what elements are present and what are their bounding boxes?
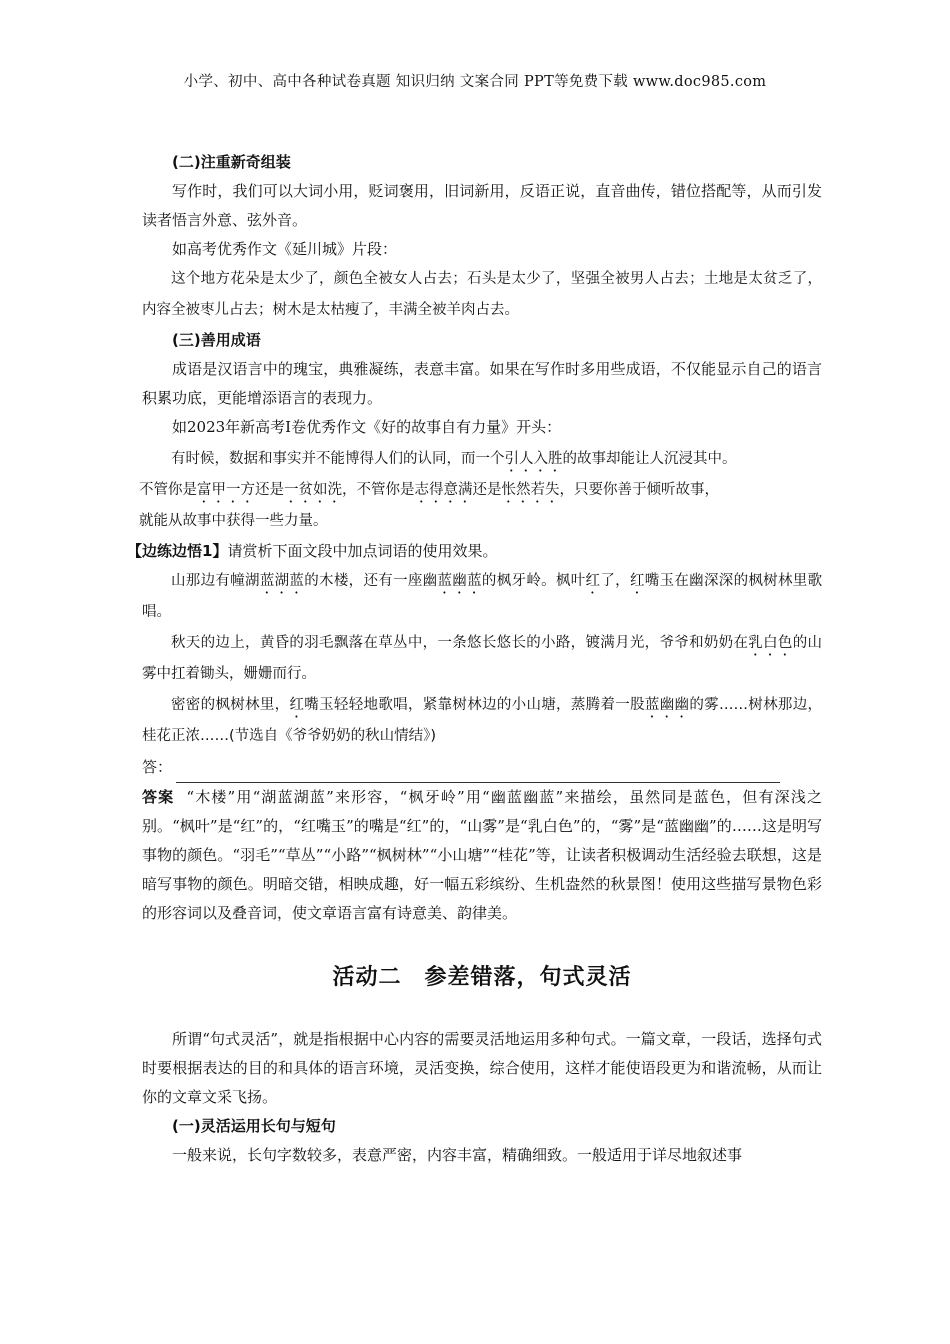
subsection-paragraph: 一般来说，长句字数较多，表意严密，内容丰富，精确细致。一般适用于详尽地叙述事 (172, 1146, 743, 1164)
practice-passage (142, 690, 822, 752)
emphasized-word: 蓝湖蓝 (259, 573, 305, 589)
example-passage (139, 475, 822, 506)
practice-passage (142, 566, 822, 628)
text-span: 了， (600, 573, 630, 589)
answer-prompt: 答： (142, 758, 173, 776)
text-span: ，不管你是 (342, 482, 415, 498)
practice-label: 【边练边悟1】 (127, 542, 228, 560)
text-span: 的枫牙岭。枫叶 (481, 573, 586, 589)
page-header: 小学、初中、高中各种试卷真题 知识归纳 文案合同 PPT等免费下载 www.doc985.com (183, 74, 767, 90)
text-span: ，只要你善于倾听故事， (559, 482, 719, 498)
section-paragraph: 成语是汉语言中的瑰宝，典雅凝练，表意丰富。如果在写作时多用些成语，不仅能显示自己的语言积累功底，更能增添语言的表现力。 (142, 360, 822, 407)
text-span: 有时候，数据和事实并不能博得人们的认同，而一个 (171, 451, 505, 467)
text-span: 不管你是 (139, 482, 197, 498)
text-span: 山那边有幢湖 (171, 573, 260, 589)
example-passage (142, 444, 822, 475)
emphasized-word: 富甲一方 (197, 482, 255, 498)
emphasized-word: 一贫如洗 (284, 482, 342, 498)
text-span: 嘴玉在幽深深的枫树林里歌唱。 (142, 573, 823, 620)
text-span: 秋天的边上，黄昏的羽毛飘落在草丛中，一条悠长悠长的小路，镀满月光，爷爷和奶奶在 (171, 635, 749, 651)
emphasized-word: 怅然若失 (501, 482, 560, 498)
answer-blank-line[interactable] (176, 764, 780, 783)
example-passage: 这个地方花朵是太少了，颜色全被女人占去；石头是太少了，坚强全被男人占去；土地是太贫乏了，内容全被枣儿占去；树木是太枯瘦了，丰满全被羊肉占去。 (142, 271, 822, 318)
text-span: 的木楼，还有一座幽 (304, 573, 438, 589)
emphasized-word: 引人入胜 (504, 451, 563, 467)
main-content (127, 148, 823, 1170)
text-span: 嘴玉轻轻地歌唱，紧靠树林边的小山塘，蒸腾着一股 (304, 697, 645, 713)
emphasized-word: 红 (629, 573, 645, 589)
section-heading-novel-assembly: (二)注重新奇组装 (172, 153, 291, 171)
emphasized-word: 乳白色 (748, 635, 793, 651)
text-span: 还是 (472, 482, 502, 498)
emphasized-word: 红 (585, 573, 601, 589)
example-intro: 如高考优秀作文《延川城》片段： (172, 240, 398, 258)
practice-prompt (127, 537, 822, 566)
example-intro: 如2023年新高考Ⅰ卷优秀作文《好的故事自有力量》开头： (172, 418, 562, 436)
emphasized-word: 蓝幽幽 (644, 697, 690, 713)
emphasized-word: 红 (289, 697, 305, 713)
text-span: 的山雾中扛着锄头，姗姗而行。 (142, 635, 823, 682)
answer-text: “木楼”用“湖蓝湖蓝”来形容，“枫牙岭”用“幽蓝幽蓝”来描绘，虽然同是蓝色，但有深浅之别。“枫叶”是“红”的，“红嘴玉”的嘴是“红”的，“山雾”是“乳白色”的，“雾”是“蓝幽幽”的……这是明写事物的颜色。“羽毛”“草丛”“小路”“枫树林”“小山塘”“桂花”等，让读者积极调动生活经验去联想，这是暗写事物的颜色。明暗交错，相映成趣，好一幅五彩缤纷、生机盎然的秋景图！使用这些描写景物色彩的形容词以及叠音词，使文章语言富有诗意美、韵律美。 (142, 788, 822, 922)
subsection-heading: (一)灵活运用长句与短句 (172, 1117, 336, 1135)
answer-label: 答案 (142, 788, 175, 806)
text-span: 的雾……树林那边，桂花正浓……(节选自《爷爷奶奶的秋山情结》) (142, 697, 823, 744)
practice-instruction: 请赏析下面文段中加点词语的使用效果。 (227, 542, 498, 560)
emphasized-word: 蓝幽蓝 (437, 573, 482, 589)
answer-paragraph (142, 783, 822, 928)
activity-title: 活动二 参差错落，句式灵活 (332, 965, 632, 990)
section-heading-idioms: (三)善用成语 (172, 331, 261, 349)
answer-row (142, 752, 822, 783)
activity-intro: 所谓“句式灵活”，就是指根据中心内容的需要灵活地运用多种句式。一篇文章，一段话，选择句式时要根据表达的目的和具体的语言环境，灵活变换，综合使用，这样才能使语段更为和谐流畅，从而让你的文章文采飞扬。 (142, 1030, 822, 1106)
text-span: 还是 (255, 482, 284, 498)
emphasized-word: 志得意满 (414, 482, 473, 498)
section-paragraph: 写作时，我们可以大词小用，贬词褒用，旧词新用，反语正说，直音曲传，错位搭配等，从而引发读者悟言外意、弦外音。 (142, 182, 822, 229)
text-span: 密密的枫树林里， (171, 697, 290, 713)
example-passage: 就能从故事中获得一些力量。 (139, 513, 328, 529)
text-span: 的故事却能让人沉浸其中。 (562, 451, 737, 467)
practice-passage (142, 628, 822, 690)
